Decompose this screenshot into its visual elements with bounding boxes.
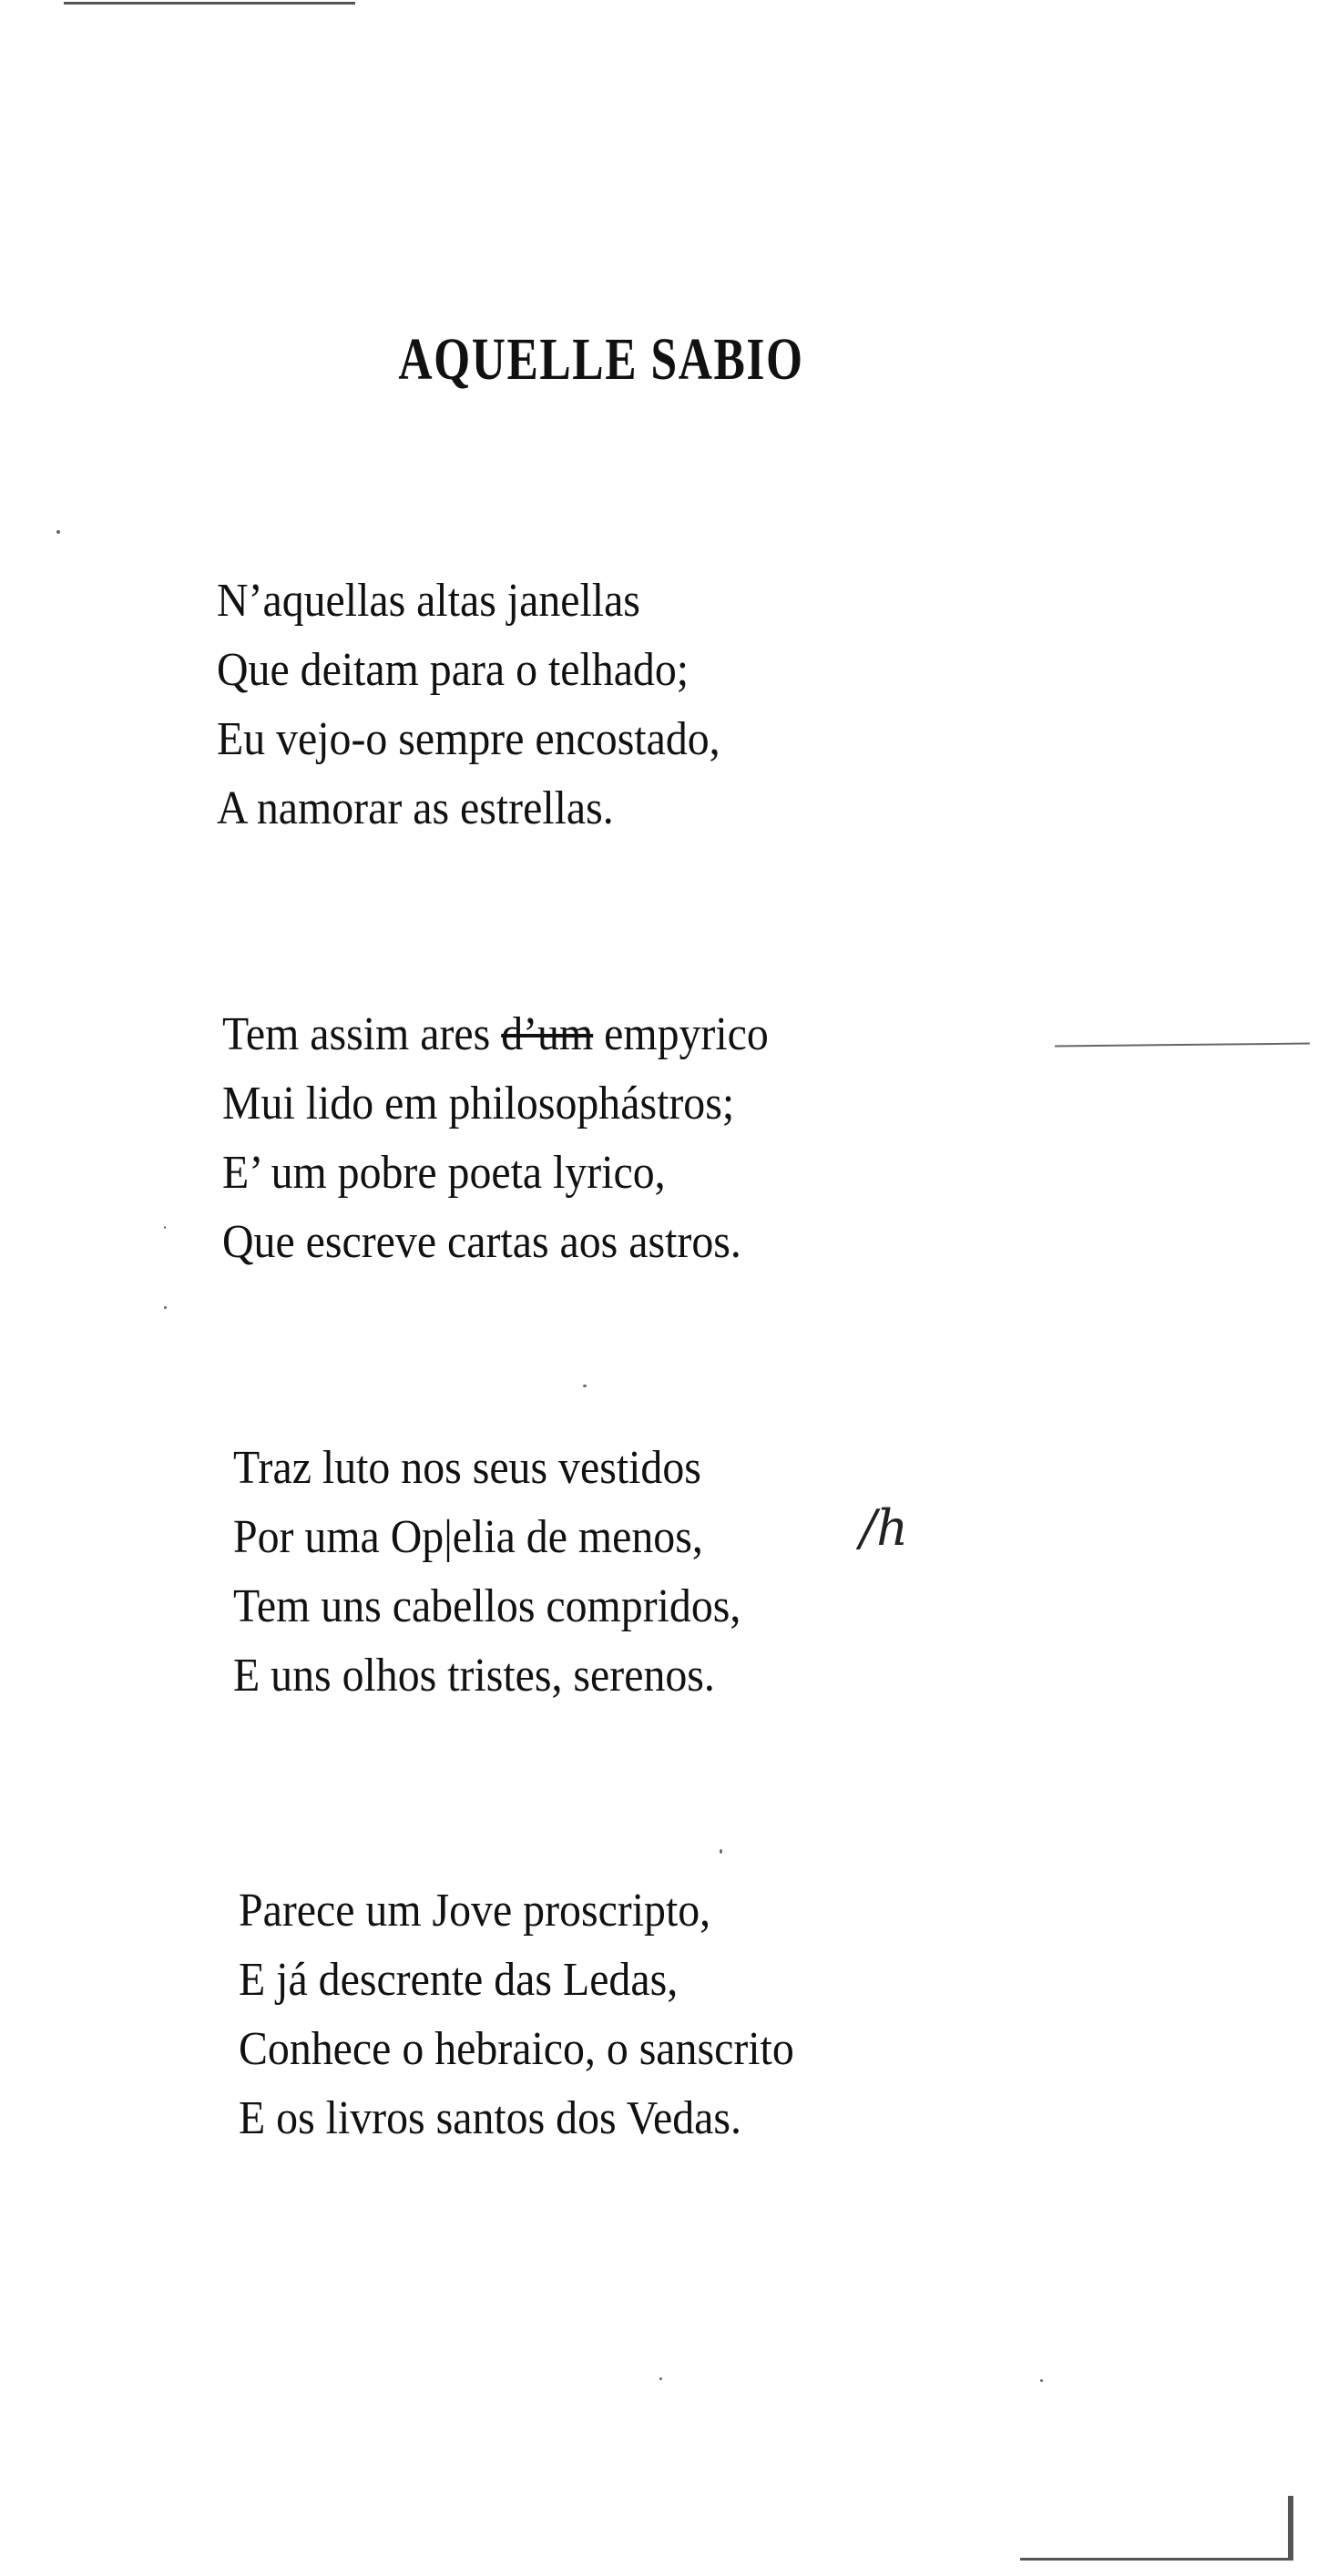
verse-line: N’aquellas altas janellas [217,575,640,627]
verse-line: E’ um pobre poeta lyrico, [222,1147,666,1199]
verse-line: E já descrente das Ledas, [239,1954,679,2006]
stanza-2 [222,1000,816,1277]
scan-speck [720,1849,722,1854]
scan-edge-mark [1020,2558,1293,2561]
verse-line-with-strikethrough [222,1000,769,1069]
verse-line: Que escreve cartas aos astros. [222,1216,741,1268]
verse-line: Tem uns cabellos compridos, [233,1580,741,1632]
margin-pencil-line [1055,1043,1310,1048]
scan-speck [56,530,60,534]
verse-line: Que deitam para o telhado; [217,644,690,696]
stanza-1 [217,567,764,843]
verse-line: Por uma Op|elia de menos, [233,1511,703,1563]
poem-title: AQUELLE SABIO [398,326,804,393]
verse-line: Conhece o hebraico, o sanscrito [239,2023,794,2075]
scan-speck [659,2377,662,2380]
verse-line: A namorar as estrellas. [217,782,614,834]
verse-line: Mui lido em philosophástros; [222,1078,735,1130]
verse-text: Tem assim ares [222,1008,502,1060]
stanza-4 [239,1876,843,2153]
verse-text: empyrico [593,1008,769,1060]
scan-speck [583,1385,587,1387]
scan-edge-mark [1288,2496,1293,2560]
scan-speck [164,1306,167,1309]
stanza-3 [233,1434,785,1711]
verse-line: E uns olhos tristes, serenos. [233,1650,715,1702]
verse-line: Eu vejo-o sempre encostado, [217,713,720,765]
scan-speck [1040,2379,1043,2382]
verse-line: Traz luto nos seus vestidos [233,1442,701,1494]
verse-line: Parece um Jove proscripto, [239,1885,711,1937]
struck-word: d’um [501,1008,594,1060]
handwritten-correction: /h [860,1499,908,1557]
scan-speck [164,1226,166,1229]
verse-line: E os livros santos dos Vedas. [239,2092,741,2144]
scan-edge-mark [64,2,355,5]
